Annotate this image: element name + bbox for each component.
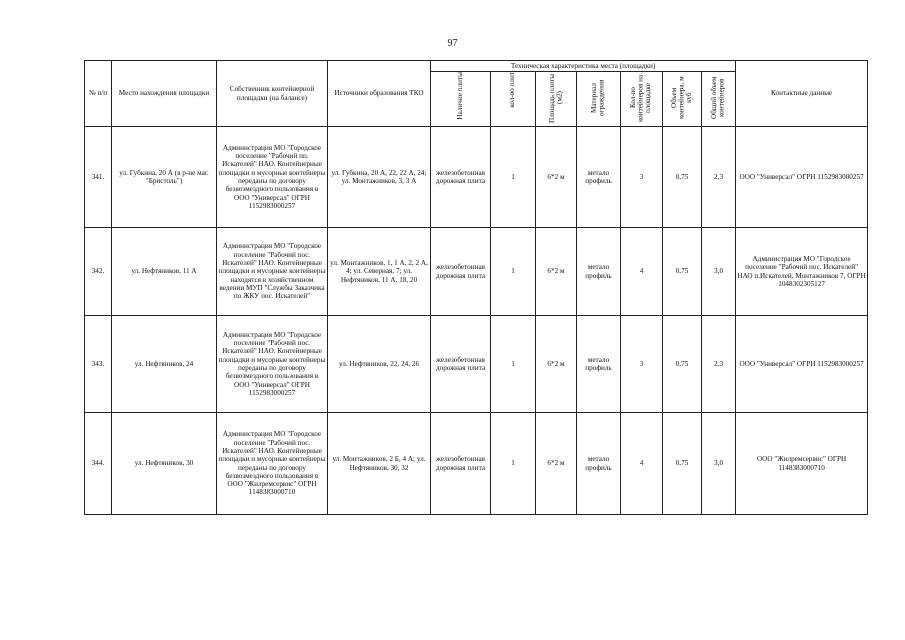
cell-slab-count: 1 <box>491 316 536 413</box>
header-contacts: Контактные данные <box>736 61 868 127</box>
cell-area: 6*2 м <box>536 316 577 413</box>
cell-contacts: Администрация МО "Городское поселение "Рабочий пос. Искателей" НАО п.Искателей, Монтажников 7, ОГРН 1048302305127 <box>736 228 868 316</box>
cell-volume: 0,75 <box>663 413 702 515</box>
header-num: № п/п <box>85 61 112 127</box>
cell-slab: железобетонная дорожная плита <box>431 413 491 515</box>
header-owner: Собственник контейнерной площадки (на балансе) <box>217 61 328 127</box>
cell-owner: Администрация МО "Городское поселение "Рабочий пос. Искателей" НАО. Контейнерные площадки и мусорные контейнеры переданы по договору безвозмездного пользования в ООО "Универсал" ОГРН 1152983000257 <box>217 316 328 413</box>
cell-sources: ул. Монтажников, 1, 1 А, 2, 2 А, 4; ул. Северная, 7; ул. Нефтяников, 11 А, 18, 20 <box>328 228 431 316</box>
cell-fence: метало профиль <box>577 127 621 228</box>
page-number: 97 <box>447 38 458 49</box>
cell-containers: 3 <box>621 316 663 413</box>
cell-fence: метало профиль <box>577 228 621 316</box>
cell-owner: Администрация МО "Городское поселение "Рабочий пос. Искателей" НАО. Контейнерные площадки и мусорные контейнеры переданы по договору безвозмездного пользования в ООО "Жилремсервис" ОГРН 1148383000710 <box>217 413 328 515</box>
table-header <box>85 61 868 127</box>
cell-owner: Администрация МО "Городское поселение "Рабочий пос. Искателей" НАО. Контейнерные площадки и мусорные контейнеры находятся в хозяйственном ведении МУП "Службы Заказчика по ЖКУ пос. Искателей" <box>217 228 328 316</box>
cell-total: 2,3 <box>702 316 736 413</box>
cell-contacts: ООО "Универсал" ОГРН 1152983000257 <box>736 127 868 228</box>
cell-volume: 0,75 <box>663 316 702 413</box>
cell-containers: 4 <box>621 228 663 316</box>
cell-containers: 3 <box>621 127 663 228</box>
cell-num: 344. <box>85 413 112 515</box>
cell-location: ул. Нефтяников, 11 А <box>112 228 217 316</box>
cell-owner: Администрация МО "Городское поселение "Рабочий пп. Искателей" НАО. Контейнерные площадки и мусорные контейнеры переданы по договору безвозмездного пользования в ООО "Универсал" ОГРН 1152983000257 <box>217 127 328 228</box>
cell-slab: железобетонная дорожная плита <box>431 127 491 228</box>
header-tech: Техническая характеристика места (площадки) <box>431 61 736 72</box>
cell-num: 342. <box>85 228 112 316</box>
cell-volume: 0,75 <box>663 127 702 228</box>
table-row <box>85 127 868 228</box>
table-row <box>85 228 868 316</box>
header-sub-volume: Объем контейнера, м куб <box>663 72 702 127</box>
cell-sources: ул. Губкина, 20 А, 22, 22 А, 24; ул. Монтажников, 3, 3 А <box>328 127 431 228</box>
cell-location: ул. Губкина, 20 А (в р-не маг. "Бристоль") <box>112 127 217 228</box>
cell-fence: метало профиль <box>577 413 621 515</box>
cell-slab-count: 1 <box>491 228 536 316</box>
cell-contacts: ООО "Универсал" ОГРН 1152983000257 <box>736 316 868 413</box>
cell-fence: метало профиль <box>577 316 621 413</box>
cell-location: ул. Нефтяников, 30 <box>112 413 217 515</box>
header-sub-total: Общий объем контейнеров <box>702 72 736 127</box>
cell-total: 2,3 <box>702 127 736 228</box>
cell-total: 3,0 <box>702 228 736 316</box>
cell-area: 6*2 м <box>536 228 577 316</box>
cell-total: 3,0 <box>702 413 736 515</box>
cell-contacts: ООО "Жилремсервис" ОГРН 1148383000710 <box>736 413 868 515</box>
container-sites-table <box>84 60 868 515</box>
cell-sources: ул. Нефтяников, 22, 24, 26 <box>328 316 431 413</box>
header-sub-slab: Наличие плиты <box>431 72 491 127</box>
header-sub-fence: Материал ограждения <box>577 72 621 127</box>
cell-slab-count: 1 <box>491 413 536 515</box>
cell-area: 6*2 м <box>536 127 577 228</box>
cell-num: 343. <box>85 316 112 413</box>
cell-slab: железобетонная дорожная плита <box>431 316 491 413</box>
header-sub-containers: Кол-во контейнеров на площадке <box>621 72 663 127</box>
cell-num: 341. <box>85 127 112 228</box>
cell-area: 6*2 м <box>536 413 577 515</box>
header-sub-area: Площадь плиты (м2) <box>536 72 577 127</box>
header-sub-slab-count: кол-во плит <box>491 72 536 127</box>
cell-slab: железобетонная дорожная плита <box>431 228 491 316</box>
table-row <box>85 316 868 413</box>
header-sources: Источники образования ТКО <box>328 61 431 127</box>
cell-sources: ул. Монтажников, 2 Б, 4 А; ул. Нефтяников, 30, 32 <box>328 413 431 515</box>
cell-location: ул. Нефтяников, 24 <box>112 316 217 413</box>
header-location: Место нахождения площадки <box>112 61 217 127</box>
cell-slab-count: 1 <box>491 127 536 228</box>
cell-volume: 0,75 <box>663 228 702 316</box>
table-row <box>85 413 868 515</box>
cell-containers: 4 <box>621 413 663 515</box>
